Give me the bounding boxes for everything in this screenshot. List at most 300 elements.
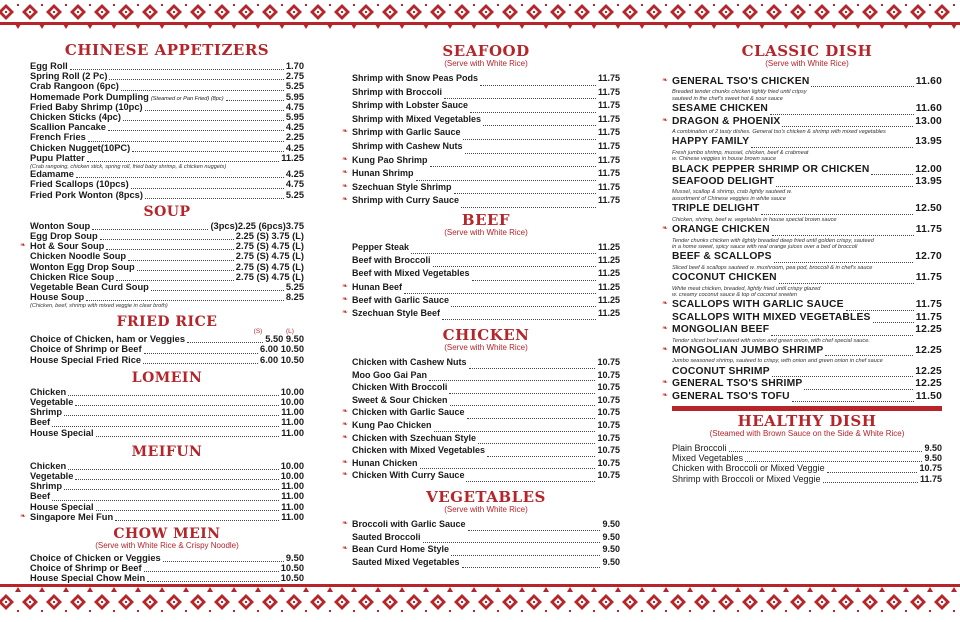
menu-item-price: 4.75 [285,101,304,112]
menu-item-name: GENERAL TSO'S TOFU [672,390,790,402]
menu-item-name: Choice of Shrimp or Beef [30,344,142,355]
dot-leader [792,401,914,402]
menu-item-price: 11.00 [281,481,304,492]
menu-item-price: 5.95 [285,91,304,102]
dot-leader [70,69,284,70]
menu-item-name: Broccoli with Garlic Sauce [352,519,466,529]
dot-leader [86,300,284,301]
dot-leader [772,376,913,377]
menu-item-name: Chicken [30,386,67,397]
menu-item-price: 5.50 9.50 [265,334,304,345]
menu-item-name: Sauted Mixed Vegetables [352,556,460,567]
menu-item-row [30,492,304,502]
menu-column-middle [342,40,620,578]
menu-item-name: Hunan Beef [352,281,403,292]
menu-item-row [662,115,942,129]
menu-item [352,383,620,396]
menu-item [672,137,942,164]
menu-item-name: Choice of Chicken, ham or Veggies [30,334,185,345]
menu-item-price: 2.25 [285,132,304,143]
chili-pepper-icon: ❧ [342,433,348,441]
menu-item-row [672,475,942,485]
chili-pepper-icon: ❧ [662,225,669,233]
chili-pepper-icon: ❧ [342,471,348,479]
menu-item-name: Fried Scallops (10pcs) [30,179,129,190]
menu-item-name: Hot & Sour Soup [30,241,105,252]
menu-item [342,420,620,434]
menu-item-price: 11.25 [597,255,620,266]
menu-item-name: Shrimp with Cashew Nuts [352,140,463,151]
menu-item-price: 10.75 [919,463,942,474]
menu-item-name: Szechuan Style Beef [352,307,441,318]
menu-item-price: 10.75 [597,407,620,418]
menu-item-price: 11.75 [597,154,620,165]
menu-item-name: Fried Baby Shrimp (10pc) [30,101,143,112]
menu-item-price: 11.25 [281,152,304,163]
section-chicken [342,326,620,484]
menu-item-name: Chicken with Mixed Vegetables [352,445,486,456]
dot-leader [137,270,234,271]
menu-item-description: White meat chicken, breaded, lightly fried until crispy glazed [672,285,821,292]
dot-leader [430,166,596,167]
dot-leader [771,335,913,336]
section-seafood [342,42,620,210]
menu-item-price: 11.75 [915,224,942,236]
menu-item-name: Sweet & Sour Chicken [352,394,448,405]
menu-item-name: TRIPLE DELIGHT [672,203,760,215]
dot-leader [144,571,279,572]
size-large-label: (L) [286,327,294,335]
menu-item-price: 10.75 [597,357,620,368]
menu-item-name: Wonton Egg Drop Soup [30,261,135,272]
dot-leader [487,456,595,457]
menu-item-row [30,133,304,143]
menu-item-price: 11.25 [597,268,620,279]
menu-item [342,127,620,142]
menu-item-price: 10.75 [597,432,620,443]
dot-leader [108,130,284,131]
menu-item-name: Vegetable [30,397,74,408]
dot-leader [451,555,600,556]
menu-item-row [342,544,620,558]
dot-leader [823,482,918,483]
dot-leader [416,180,596,181]
menu-item-price: 12.25 [915,365,942,377]
menu-item-row [30,429,304,439]
menu-item-price: 13.00 [915,115,942,127]
menu-item-price: 8.25 [285,292,304,303]
menu-item-price: 2.75 (S) 4.75 (L) [235,241,304,252]
menu-item-description: Jumbo seasoned shrimp, sauteed to crispy, with onion and green onion in chef sauce [672,358,883,365]
dot-leader [480,85,596,86]
dot-leader [88,141,284,142]
dot-leader [106,249,233,250]
menu-item-price: 10.50 [280,573,304,584]
menu-item-price: 10.75 [597,394,620,405]
menu-item-price: 10.75 [597,369,620,380]
menu-item-row [30,293,304,303]
menu-item-name: Chicken Noodle Soup [30,251,127,262]
menu-item-description: Mussel, scallop & shrimp, crab lightly sauteed w. [672,189,793,196]
menu-item-price: 11.00 [281,427,304,438]
dot-leader [751,147,913,148]
menu-item-name: Chicken with Broccoli or Mixed Veggie [672,463,825,474]
dot-leader [87,161,279,162]
menu-item-row [352,101,620,115]
menu-item [30,154,304,171]
dot-leader [100,239,234,240]
menu-item [662,324,942,346]
menu-item-name: Shrimp with Broccoli or Mixed Veggie [672,473,821,484]
menu-item-price: 11.75 [597,127,620,138]
menu-item-row [352,558,620,571]
section-title: CHICKEN [442,326,530,345]
menu-item [30,133,304,143]
menu-item-row [672,252,942,264]
dot-leader [827,472,918,473]
menu-item-price: 2.75 [285,71,304,82]
menu-item-name: SCALLOPS WITH MIXED VEGETABLES [672,311,871,323]
menu-item-name: French Fries [30,132,86,143]
chili-pepper-icon: ❧ [342,196,348,204]
menu-item-row [662,378,942,391]
menu-item-row [662,224,942,237]
menu-item-row [672,464,942,474]
dot-leader [462,567,601,568]
dot-leader [76,177,284,178]
menu-item-inline-note: (Steamed or Pan Fried) (8pc) [150,95,224,102]
menu-item-price: 12.00 [915,163,942,175]
menu-item-price: 1.70 [285,61,304,71]
menu-item-name: Fried Pork Wonton (8pcs) [30,189,143,200]
dot-leader [776,186,913,187]
menu-item-name: House Special [30,427,94,438]
dot-leader [745,461,922,462]
chili-pepper-icon: ❧ [662,345,669,353]
section-lomein [30,371,304,439]
menu-item-name: MONGOLIAN BEEF [672,324,770,336]
section-title: CLASSIC DISH [741,42,873,60]
chili-pepper-icon: ❧ [662,379,669,387]
menu-item [342,544,620,558]
menu-item [30,574,304,584]
chili-pepper-icon: ❧ [342,308,348,316]
section-title: HEALTHY DISH [737,411,877,430]
menu-item-name: Chicken With Broccoli [352,382,448,393]
chili-pepper-icon: ❧ [342,520,348,527]
dot-leader [109,79,283,80]
section-subtitle: (Serve with White Rice) [444,227,528,237]
menu-item-price: 10.75 [597,420,620,431]
menu-item-row [662,390,942,404]
menu-item-row [342,154,620,170]
dot-leader [411,253,596,254]
menu-item-description: assortment of Chinese veggies in white sauce [672,195,786,202]
menu-item-price: 13.95 [915,136,942,148]
menu-item-price: 9.50 [285,552,304,563]
menu-item-name: Shrimp with Snow Peas Pods [352,73,479,83]
section-vegetables [342,488,620,570]
chili-pepper-icon: ❧ [662,77,669,84]
menu-item-row [342,519,620,533]
menu-item-price: 12.25 [915,344,942,356]
section-title: CHINESE APPETIZERS [64,41,270,59]
menu-item-row [352,358,620,371]
menu-item-row [662,299,942,312]
menu-item [342,181,620,197]
section-title: VEGETABLES [426,488,546,506]
section-classic-dish [662,42,942,404]
menu-item-name: Shrimp with Curry Sauce [352,195,460,206]
dot-leader [423,542,601,543]
menu-item [662,299,942,312]
chili-pepper-icon: ❧ [342,545,348,553]
menu-item-price: 9.50 [924,453,942,464]
dot-leader [96,436,280,437]
menu-item-price: 11.75 [597,113,620,124]
dot-leader [470,112,596,113]
dot-leader [729,451,923,452]
dot-leader [782,126,913,127]
menu-item-row [30,482,304,492]
dot-leader [449,393,595,394]
menu-item-name: Kung Pao Chicken [352,420,432,431]
menu-item-price: 11.75 [915,311,942,323]
menu-item-row [30,191,304,201]
menu-item [342,281,620,296]
bottom-decorative-border [0,580,960,620]
menu-item-price: 4.25 [285,122,304,133]
menu-item [342,519,620,533]
menu-item-price: 10.00 [280,460,304,471]
menu-item-name: Vegetable [30,470,74,481]
menu-item-price: 11.75 [597,140,620,151]
menu-item-price: 12.25 [915,324,942,336]
menu-item-price: 4.25 [285,169,304,180]
dot-leader [226,100,284,101]
menu-item-name: Spring Roll (2 Pc) [30,71,108,82]
menu-item [20,511,304,523]
section-chinese-appetizers [30,43,304,201]
menu-item-name: House Special Chow Mein [30,573,146,584]
menu-item-row [342,181,620,197]
dot-leader [469,368,596,369]
menu-item-name: Shrimp with Broccoli [352,86,443,97]
menu-item [30,293,304,310]
menu-item-name: GENERAL TSO'S CHICKEN [672,76,810,87]
menu-item-row [672,137,942,149]
menu-item-price: 9.50 [602,531,620,542]
menu-item [342,307,620,322]
section-subtitle: (Serve with White Rice) [444,505,528,514]
menu-item [342,195,620,210]
dot-leader [770,114,914,115]
menu-item [352,558,620,571]
dot-leader [774,262,914,263]
section-fried-rice [30,315,304,366]
menu-item-row [672,104,942,116]
dot-leader [463,139,596,140]
menu-item-name: Wonton Soup [30,220,91,231]
menu-item-price: 11.00 [281,491,304,502]
menu-item-row [342,294,620,309]
dot-leader [450,405,596,406]
menu-item-name: Chicken Sticks (4pc) [30,111,121,122]
menu-item-name: Chicken with Cashew Nuts [352,357,467,368]
chili-pepper-icon: ❧ [342,458,348,466]
menu-item-price: 10.00 [280,470,304,481]
menu-item-price: 11.00 [281,417,304,428]
menu-item-price: 6.00 10.50 [260,354,304,365]
menu-item-name: House Special Fried Rice [30,354,142,365]
section-title: MEIFUN [131,443,203,460]
dot-leader [123,120,284,121]
menu-item-name: Plain Broccoli [672,442,727,453]
menu-item [352,88,620,102]
menu-item-description: Breaded tender chunks chicken lightly fried until cripsy [672,89,807,96]
menu-item-price: 11.75 [597,181,620,192]
menu-item-price: 11.50 [915,390,942,402]
menu-item-name: SCALLOPS WITH GARLIC SAUCE [672,299,844,311]
menu-item [30,356,304,366]
chili-pepper-icon: ❧ [342,128,348,136]
menu-item [342,294,620,309]
dot-leader [52,426,279,427]
menu-item-name: Chicken Rice Soup [30,271,115,282]
menu-item-price: 10.75 [597,470,620,481]
menu-item-description: Tender chunks chicken with lightly breaded deep fried until golden crispy, sauteed [672,237,874,244]
menu-column-right [662,40,942,578]
menu-item-description: (Chicken, beef, shrimp with mixed veggie in clear broth) [30,303,168,310]
top-decorative-border [0,0,960,40]
menu-item-name: COCONUT CHICKEN [672,272,777,284]
menu-item [672,177,942,204]
dot-leader [68,395,279,396]
menu-item [342,470,620,484]
section-title: SOUP [143,203,191,220]
chili-pepper-icon: ❧ [342,182,348,190]
menu-item-price: 12.70 [915,251,942,263]
menu-item [352,142,620,156]
dot-leader [433,266,596,267]
dot-leader [442,319,596,320]
menu-item-price: 5.25 [285,189,304,200]
menu-item [352,101,620,115]
menu-item-name: Egg Drop Soup [30,231,98,242]
menu-item-name: Bean Curd Home Style [352,544,450,555]
menu-item [30,492,304,502]
section-meifun [20,443,304,523]
menu-item-price: 9.50 [602,556,620,567]
menu-item-row [672,204,942,216]
section-title: SEAFOOD [442,42,530,60]
menu-item-name: Sauted Broccoli [352,531,421,542]
dot-leader [92,229,208,230]
menu-item-row [672,177,942,189]
menu-item-row [30,574,304,584]
dot-leader [144,353,258,354]
menu-item-row [342,420,620,434]
menu-item-description: in a home sweet, spicy sauce with real orange juices over a bed of broccoli [672,243,858,250]
chili-pepper-icon: ❧ [662,325,669,333]
menu-item-price: 11.25 [597,294,620,305]
chili-pepper-icon: ❧ [342,408,348,416]
menu-item [30,398,304,408]
menu-item-price: 11.75 [597,195,620,206]
dot-leader [131,188,284,189]
top-border-pattern [0,0,960,40]
menu-item-name: Shrimp [30,407,63,418]
menu-item-row [20,511,304,523]
dot-leader [404,293,596,294]
menu-item [30,472,304,482]
menu-item-price: 11.75 [597,73,620,83]
chili-pepper-icon: ❧ [342,155,348,163]
menu-item [352,269,620,282]
menu-item-name: Crab Rangoon (6pc) [30,81,119,92]
menu-item-price: 11.00 [281,501,304,512]
dot-leader [64,415,279,416]
menu-item-price: 12.25 [915,378,942,390]
menu-item-price: (3pcs)2.25 (6pcs)3.75 [210,220,304,231]
menu-item-price: 5.95 [285,111,304,122]
bottom-border-pattern [0,580,960,620]
section-subtitle: (Serve with White Rice & Crispy Noodle) [95,540,239,550]
size-small-label: (S) [253,327,263,335]
dot-leader [145,198,284,199]
menu-item-name: Mixed Vegetables [672,453,744,464]
menu-item-row [352,74,620,88]
menu-item [352,115,620,129]
menu-item-name: House Soup [30,292,85,303]
menu-item-row [352,446,620,459]
menu-item-name: House Special [30,501,94,512]
dot-leader [444,98,596,99]
menu-item-name: Scallion Pancake [30,122,106,133]
menu-item-price: 11.60 [915,76,942,87]
menu-item-price: 11.60 [915,103,942,115]
menu-item-name: Beef [30,417,51,428]
menu-item [30,191,304,201]
section-divider-bar [672,406,942,411]
dot-leader [451,306,596,307]
menu-item-name: SEAFOOD DELIGHT [672,176,774,188]
dot-leader [96,510,280,511]
menu-item [662,115,942,138]
menu-item-description: Tender sliced beef sauteed with onion and green onion, with chef special sauce. [672,337,870,344]
menu-item-row [342,168,620,183]
menu-item-name: Shrimp with Lobster Sauce [352,100,469,111]
menu-item-price: 10.00 [280,386,304,397]
menu-item-description: A combination of 2 tasty dishes. General tso's chicken & shrimp with mixed vegetables [672,129,886,136]
dot-leader [825,355,913,356]
menu-item-row [352,142,620,156]
menu-item-description: Chicken, shrimp, beef w. vegetables in house special brown sauce [672,216,837,223]
menu-item-name: HAPPY FAMILY [672,136,750,148]
menu-item [352,358,620,371]
menu-item [662,76,942,104]
menu-item-name: Egg Roll [30,61,68,71]
menu-item-row [30,154,304,164]
dot-leader [873,322,914,323]
menu-item-row [342,127,620,142]
dot-leader [478,443,595,444]
dot-leader [147,581,279,582]
menu-item-price: 11.75 [597,168,620,179]
menu-item [662,224,942,252]
menu-item-price: 11.25 [597,307,620,318]
menu-item-row [662,324,942,337]
